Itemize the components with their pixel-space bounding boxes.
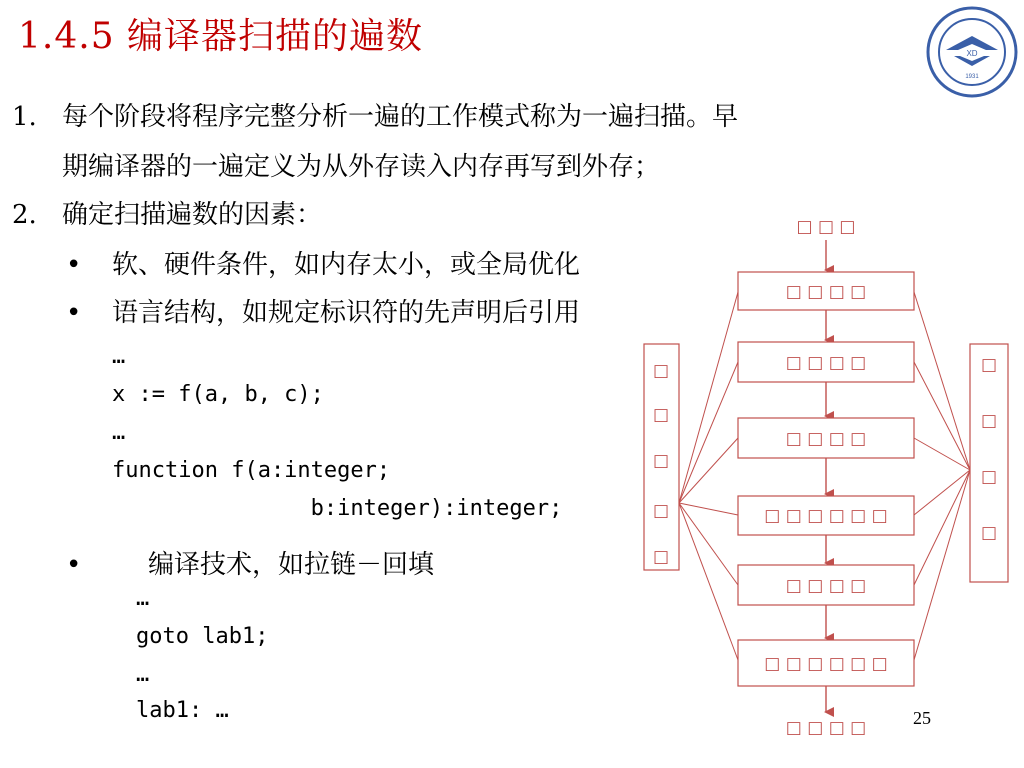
bullet-1-text: 软、硬件条件，如内存太小，或全局优化 <box>112 250 581 280</box>
left-side-char-1: □ <box>652 361 670 381</box>
left-side-char-4: □ <box>652 501 670 521</box>
code-block-1-line-4: function f(a:integer; <box>112 458 391 483</box>
bullet-1-symbol: • <box>66 250 82 280</box>
right-side-char-1: □ <box>980 355 998 375</box>
left-side-char-2: □ <box>652 405 670 425</box>
phase-box-5-label: □ □ □ □ <box>785 576 867 596</box>
diagram-input-label: □ □ □ <box>796 217 856 237</box>
left-side-char-5: □ <box>652 547 670 567</box>
phase-box-3-label: □ □ □ □ <box>785 429 867 449</box>
code-block-2-line-3: … <box>136 662 150 687</box>
code-block-2-line-2: goto lab1; <box>136 624 269 649</box>
item-2-text: 确定扫描遍数的因素： <box>62 200 323 230</box>
logo-year: 1931 <box>965 74 979 80</box>
right-side-char-3: □ <box>980 467 998 487</box>
right-side-char-2: □ <box>980 411 998 431</box>
code-block-1-line-3: … <box>112 420 126 445</box>
code-block-1-line-1: … <box>112 344 126 369</box>
diagram-output-label: □ □ □ □ <box>785 718 867 738</box>
phase-box-2-label: □ □ □ □ <box>785 353 867 373</box>
item-1-line-1: 每个阶段将程序完整分析一遍的工作模式称为一遍扫描。早 <box>62 102 739 132</box>
item-2-number: 2. <box>12 200 37 230</box>
phase-box-4-label: □ □ □ □ □ □ <box>764 506 888 526</box>
phase-box-6-label: □ □ □ □ □ □ <box>764 654 888 674</box>
code-block-1-line-5: b:integer):integer; <box>112 496 563 521</box>
item-1-number: 1. <box>12 102 37 132</box>
svg-text:XD: XD <box>966 49 978 58</box>
bullet-2-symbol: • <box>66 298 82 328</box>
code-block-1-line-2: x := f(a, b, c); <box>112 382 324 407</box>
code-block-2-line-1: … <box>136 586 150 611</box>
code-block-2-line-4: lab1: … <box>136 698 229 723</box>
bullet-2-text: 语言结构，如规定标识符的先声明后引用 <box>112 298 581 328</box>
bullet-3-text: 编译技术，如拉链－回填 <box>148 550 435 580</box>
phase-box-1-label: □ □ □ □ <box>785 282 867 302</box>
item-1-line-2: 期编译器的一遍定义为从外存读入内存再写到外存； <box>62 152 661 182</box>
right-side-box <box>970 344 1008 582</box>
left-side-char-3: □ <box>652 451 670 471</box>
slide-title: 1.4.5 编译器扫描的遍数 <box>18 16 424 57</box>
page-number: 25 <box>913 708 931 728</box>
right-side-char-4: □ <box>980 523 998 543</box>
bullet-3-symbol: • <box>66 550 82 580</box>
